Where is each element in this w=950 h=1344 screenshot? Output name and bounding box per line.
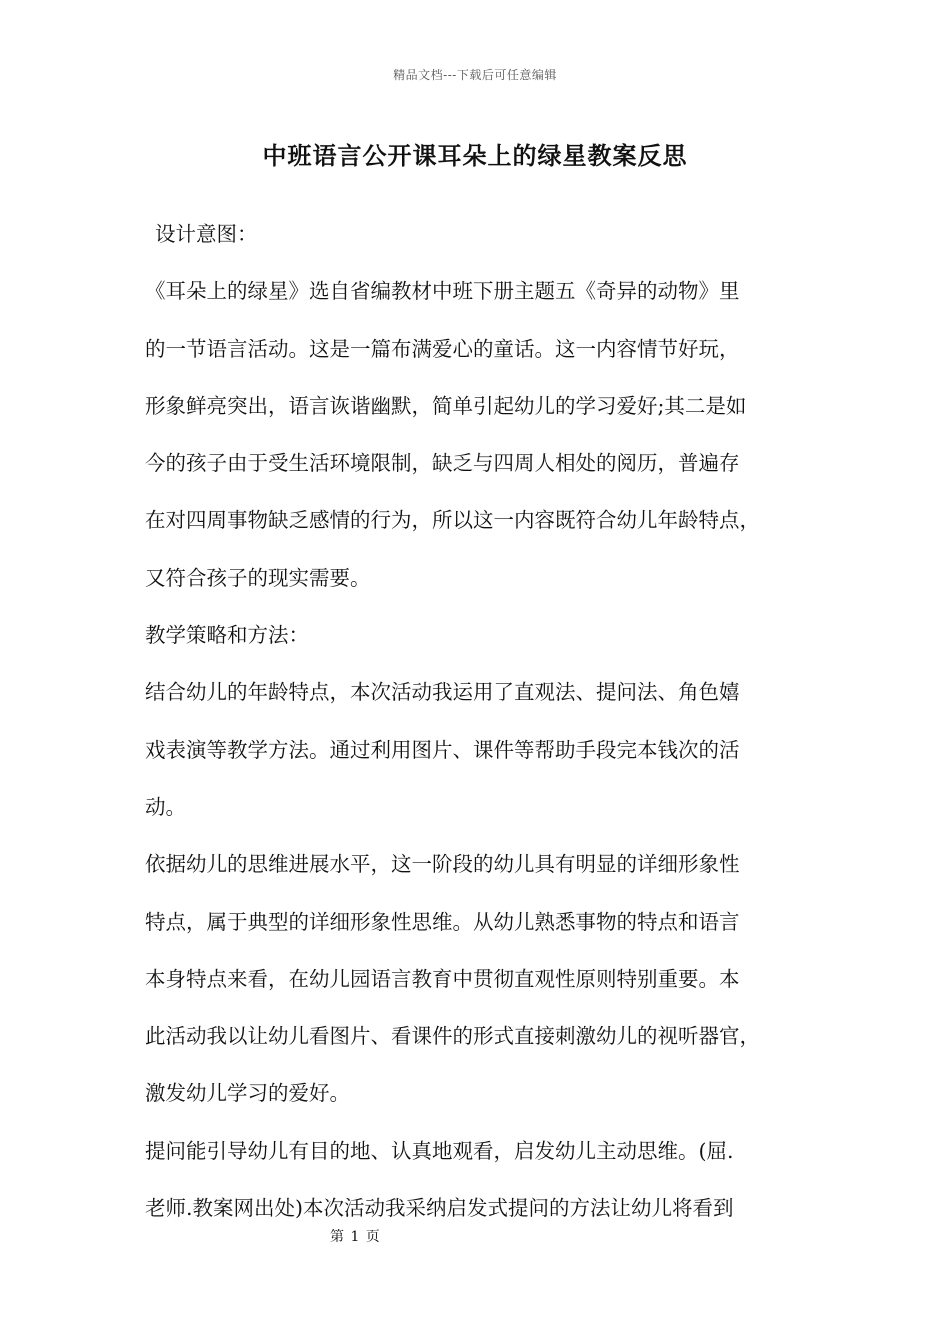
body-line: 动。 xyxy=(145,794,186,819)
document-title: 中班语言公开课耳朵上的绿星教案反思 xyxy=(262,141,688,170)
body-line: 激发幼儿学习的爱好。 xyxy=(145,1081,350,1106)
body-line: 此活动我以让幼儿看图片、看课件的形式直接刺激幼儿的视听器官， xyxy=(145,1024,760,1049)
body-line: 特点，属于典型的详细形象性思维。从幼儿熟悉事物的特点和语言 xyxy=(145,909,740,934)
section-heading-strategy: 教学策略和方法： xyxy=(145,623,309,648)
section-heading-design-intent: 设计意图： xyxy=(155,222,258,246)
body-line: 老师.教案网出处)本次活动我采纳启发式提问的方法让幼儿将看到 xyxy=(145,1196,734,1221)
page-header: 精品文档---下载后可任意编辑 xyxy=(393,68,557,82)
body-line: 形象鲜亮突出，语言诙谐幽默，简单引起幼儿的学习爱好;其二是如 xyxy=(145,393,747,418)
body-line: 今的孩子由于受生活环境限制，缺乏与四周人相处的阅历，普遍存 xyxy=(145,451,740,476)
body-line: 依据幼儿的思维进展水平，这一阶段的幼儿具有明显的详细形象性 xyxy=(145,852,740,877)
body-line: 又符合孩子的现实需要。 xyxy=(145,565,371,590)
body-line: 戏表演等教学方法。通过利用图片、课件等帮助手段完本钱次的活 xyxy=(145,737,740,762)
body-line: 在对四周事物缺乏感情的行为，所以这一内容既符合幼儿年龄特点， xyxy=(145,508,760,533)
body-line: 结合幼儿的年龄特点，本次活动我运用了直观法、提问法、角色嬉 xyxy=(145,680,740,705)
body-line: 的一节语言活动。这是一篇布满爱心的童话。这一内容情节好玩， xyxy=(145,336,740,361)
body-line: 本身特点来看，在幼儿园语言教育中贯彻直观性原则特别重要。本 xyxy=(145,966,740,991)
document-body xyxy=(145,206,825,1237)
body-line: 提问能引导幼儿有目的地、认真地观看，启发幼儿主动思维。(屈. xyxy=(145,1138,734,1163)
body-line: 《耳朵上的绿星》选自省编教材中班下册主题五《奇异的动物》里 xyxy=(145,279,740,304)
page-number: 第 1 页 xyxy=(330,1229,381,1245)
